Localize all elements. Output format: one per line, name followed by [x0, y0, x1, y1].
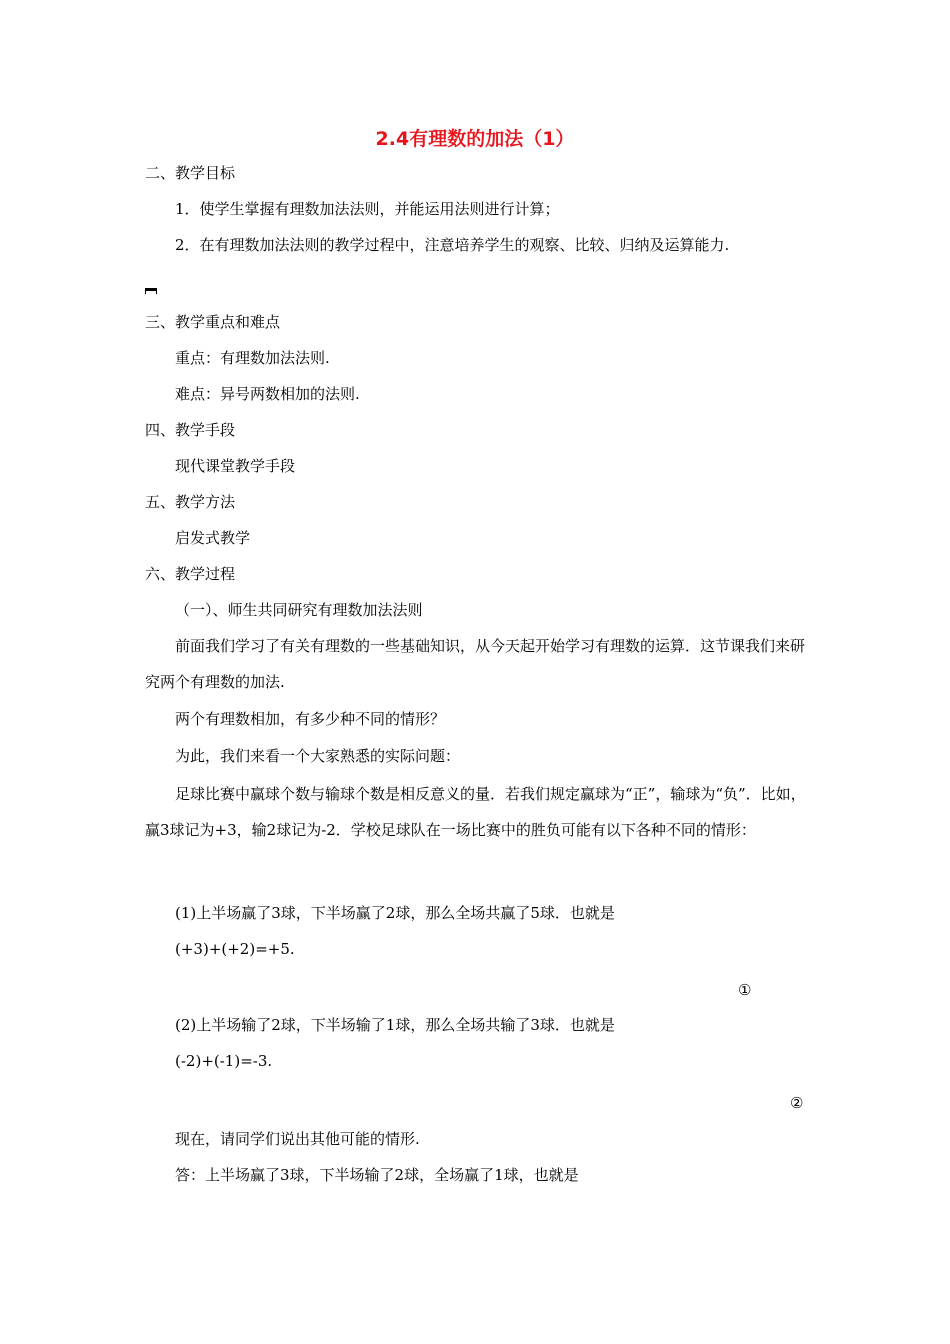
- section-heading-key-points: 三、教学重点和难点: [145, 313, 281, 331]
- process-subheading: （一）、师生共同研究有理数加法法则: [175, 601, 423, 619]
- page-title: 2.4有理数的加法（1）: [375, 128, 575, 150]
- case-2-formula: (-2)+(-1)=-3.: [175, 1052, 273, 1070]
- paragraph: 现在，请同学们说出其他可能的情形.: [175, 1130, 420, 1148]
- case-1-text: (1)上半场赢了3球，下半场赢了2球，那么全场共赢了5球．也就是: [175, 904, 615, 922]
- answer-text: 答：上半场赢了3球，下半场输了2球，全场赢了1球，也就是: [175, 1166, 579, 1184]
- case-2-marker: ②: [790, 1094, 804, 1112]
- key-difficulty: 难点：异号两数相加的法则.: [175, 385, 360, 403]
- paragraph: 为此，我们来看一个大家熟悉的实际问题：: [175, 747, 461, 765]
- case-2-text: (2)上半场输了2球，下半场输了1球，那么全场共输了3球．也就是: [175, 1016, 615, 1034]
- key-focus: 重点：有理数加法法则.: [175, 349, 330, 367]
- paragraph: 前面我们学习了有关有理数的一些基础知识，从今天起开始学习有理数的运算．这节课我们来研究两个有理数的加法.: [145, 637, 806, 691]
- means-text: 现代课堂教学手段: [175, 457, 296, 475]
- section-heading-goals: 二、教学目标: [145, 164, 236, 182]
- paragraph: 足球比赛中赢球个数与输球个数是相反意义的量．若我们规定赢球为“正”，输球为“负”．比如，赢3球记为+3，输2球记为-2．学校足球队在一场比赛中的胜负可能有以下各种不同的情形：: [145, 785, 806, 839]
- goal-item: 1．使学生掌握有理数加法法则，并能运用法则进行计算；: [175, 200, 560, 218]
- bookmark-mark: [145, 288, 157, 294]
- section-heading-means: 四、教学手段: [145, 421, 236, 439]
- methods-text: 启发式教学: [175, 529, 251, 547]
- section-heading-methods: 五、教学方法: [145, 493, 236, 511]
- section-heading-process: 六、教学过程: [145, 565, 236, 583]
- goal-item: 2．在有理数加法法则的教学过程中，注意培养学生的观察、比较、归纳及运算能力.: [175, 236, 730, 254]
- case-1-formula: (+3)+(+2)=+5.: [175, 940, 295, 958]
- paragraph: 两个有理数相加，有多少种不同的情形？: [175, 710, 446, 728]
- case-1-marker: ①: [738, 981, 752, 999]
